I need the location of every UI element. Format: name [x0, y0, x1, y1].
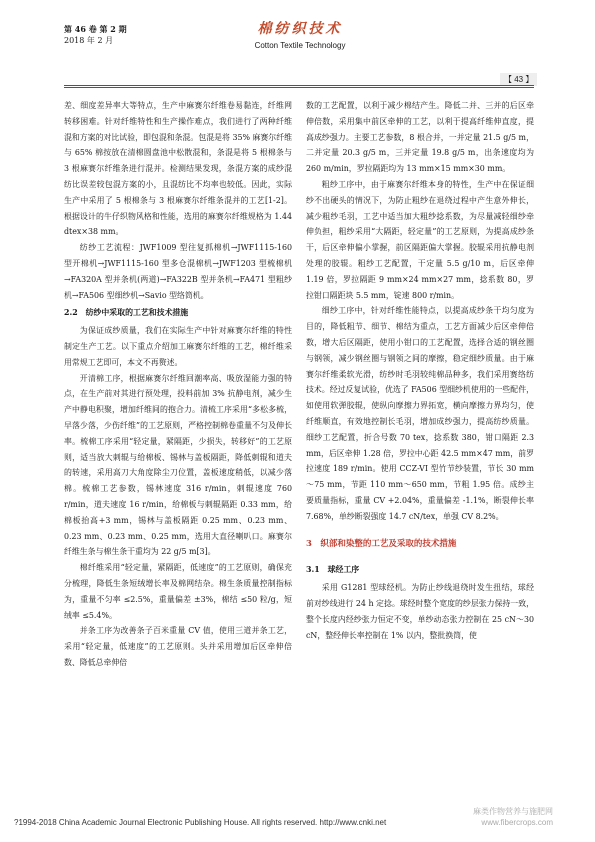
watermark-url: www.fibercrops.com — [481, 818, 553, 827]
section-heading-3-1: 3.1 球经工序 — [306, 565, 360, 575]
header-rule — [64, 85, 534, 86]
header-rule-thin — [64, 87, 534, 88]
header-volume-block — [64, 24, 127, 46]
journal-title-cn: 棉纺织技术 — [257, 21, 343, 37]
paragraph: 开清棉工序，根据麻赛尔纤维回潮率高、吸放湿能力强的特点，在生产前对其进行预处理，投料前加 3% 抗静电剂，减少生产中静电积聚，增加纤维间的抱合力。清梳工序采用“多松多梳，早落少落，少伤纤维”的工艺原则，严格控制棉卷重量不匀及伸长率。梳棉工序采用“轻定量，紧隔距，少损失，转移好”的工艺原则，适当放大刺辊与给棉板、锡林与盖板隔距，降低刺辊和道夫的转速，采用高刀大角度除尘刀位置，盖板速度稍低，以减少落棉。梳棉工艺参数，锡林速度 316 r/min，刺辊速度 760 r/min，道夫速度 16 r/min，给棉板与刺辊隔距 0.33 mm，给棉板抬高+3 mm，锡林与盖板隔距 0.25 mm、0.23 mm、0.23 mm、0.23 mm、0.25 mm，选用大直径喇叭口。麻赛尔纤维生条与棉生条干重均为 22 g/5 m[3]。 — [64, 373, 292, 557]
journal-title-en: Cotton Textile Technology — [254, 41, 346, 50]
section-heading-3: 3 织部和染整的工艺及采取的技术措施 — [306, 538, 457, 549]
paragraph: 数的工艺配置，以利于减少棉结产生。降低二并、三并的后区牵伸倍数，采用集中前区牵伸的工艺，以利于提高纤维伸直度，提高成纱强力。主要工艺参数，8 根合并，一并定量 21.5 g/5 m，二并定量 20.3 g/5 m，三并定量 19.8 g/5 m，出条速度均为 260 m/min，罗拉隔距均为 13 mm×15 mm×30 mm。 — [306, 101, 534, 174]
paragraph: 采用 G1281 型球经机。为防止纱线退绕时发生扭结，球经前对纱线进行 24 h 定捻。球经时整个宽度的纱层张力保持一致，整个长度内经纱张力恒定不变，单纱动态张力控制在 25 cN～30 cN，整经伸长率控制在 1% 以内，整批换筒，使 — [306, 583, 534, 640]
paragraph: 并条工序为改善条子百米重量 CV 值，使用三道并条工艺，采用“轻定量，低速度”的工艺原则。头并采用增加后区牵伸倍数、降低总牵伸倍 — [64, 626, 292, 667]
right-column — [306, 98, 534, 643]
section-heading-2-2: 2.2 纺纱中采取的工艺和技术措施 — [64, 308, 189, 318]
paragraph: 粗纱工序中，由于麻赛尔纤维本身的特性，生产中在保证细纱不出硬头的情况下，为防止粗纱在退绕过程中产生意外伸长，减少粗纱毛羽，工艺中适当加大粗纱捻系数，为尽量减轻细纱牵伸负担，粗纱采用“大隔距，轻定量”的工艺原则，为提高成纱条干，后区牵伸偏小掌握，前区隔距偏大掌握。胶辊采用抗静电剂处理的胶辊。粗纱工艺配置，干定量 5.5 g/10 m，后区牵伸 1.19 倍，罗拉隔距 9 mm×24 mm×27 mm，捻系数 80，罗拉钳口隔距块 5.5 mm，锭速 800 r/min。 — [306, 179, 534, 300]
journal-masthead — [215, 18, 385, 50]
copyright-footer: ?1994-2018 China Academic Journal Electronic Publishing House. All rights reserved. http://www.cnki.net — [14, 818, 387, 827]
left-column — [64, 98, 292, 671]
paragraph: 棉纤维采用“轻定量，紧隔距，低速度”的工艺原则，确保充分梳理，降低生条短绒增长率及棉网结杂。棉生条质量控制指标为，重量不匀率 ≤2.5%，重量偏差 ±3%，棉结 ≤50 粒/g，短绒率 ≤5.4%。 — [64, 563, 292, 620]
watermark — [473, 806, 553, 828]
paragraph: 纺纱工艺流程：JWF1009 型往复抓棉机→JWF1115-160 型开棉机→JWF1115-160 型多仓混棉机→JWF1203 型梳棉机→FA320A 型并条机(两道)→FA322B 型并条机→FA471 型粗纱机→FA506 型细纱机→Savio 型络筒机。 — [64, 243, 292, 300]
header-date: 2018 年 2 月 — [64, 36, 114, 45]
paragraph: 差、细度差异率大等特点，生产中麻赛尔纤维卷易黏连，纤维网转移困难。针对纤维特性和生产操作难点，我们进行了两种纤维混和方案的对比试验，即包混和条混。包混是将 35% 麻赛尔纤维与 65% 棉按放在清棉圆盘池中松散混和，条混是将 5 根棉条与 3 根麻赛尔纤维条进行混并。检测结果发现，条混方案的成纱混纺比误差较包混方案的小，且混纺比不均率也较低。因此，实际生产中采用了 5 根棉条与 3 根麻赛尔纤维条混并的工艺[1-2]。根据设计的牛仔织物风格和性能，选用的麻赛尔纤维规格为 1.44 dtex×38 mm。 — [64, 101, 292, 237]
page-number: 【 43 】 — [500, 73, 537, 86]
paragraph: 细纱工序中，针对纤维性能特点，以提高成纱条干均匀度为目的，降低粗节、细节、棉结为重点，工艺方面减少后区牵伸倍数，增大后区隔距，使用小钳口的工艺配置，选择合适的钢丝圈与钢领，减少钢丝圈与钢领之间的摩擦，稳定细纱质量。由于麻赛尔纤维柔软光滑，纺纱时毛羽较纯棉品种多，我们采用赛络纺技术。经过反复试验，优选了 FA506 型细纱机使用的一些配件，如使用软弹胶辊，使纵向摩擦力界拓宽，横向摩擦力界均匀，使纤维顺直，有效地控制长毛羽，增加成纱强力，提高纺纱质量。细纱工艺配置，折合号数 70 tex，捻系数 380，钳口隔距 2.3 mm，后区牵伸 1.28 倍，罗拉中心距 42.5 mm×47 mm，前罗拉速度 189 r/min。使用 CCZ-VI 型竹节纱装置，节长 30 mm～75 mm，节距 110 mm～650 mm，节粗 1.95 倍。成纱主要质量指标，重量 CV +2.04%，重量偏差 -1.1%，断裂伸长率 7.68%，单纱断裂强度 14.7 cN/tex，单强 CV 8.2%。 — [306, 306, 534, 521]
paragraph: 为保证成纱质量，我们在实际生产中针对麻赛尔纤维的特性制定生产工艺。以下重点介绍加工麻赛尔纤维的工艺，棉纤维采用常规工艺即可，本文不再赘述。 — [64, 326, 292, 367]
header-volume: 第 46 卷 第 2 期 — [64, 24, 127, 34]
watermark-cn: 麻类作物营养与施肥网 — [473, 807, 553, 816]
